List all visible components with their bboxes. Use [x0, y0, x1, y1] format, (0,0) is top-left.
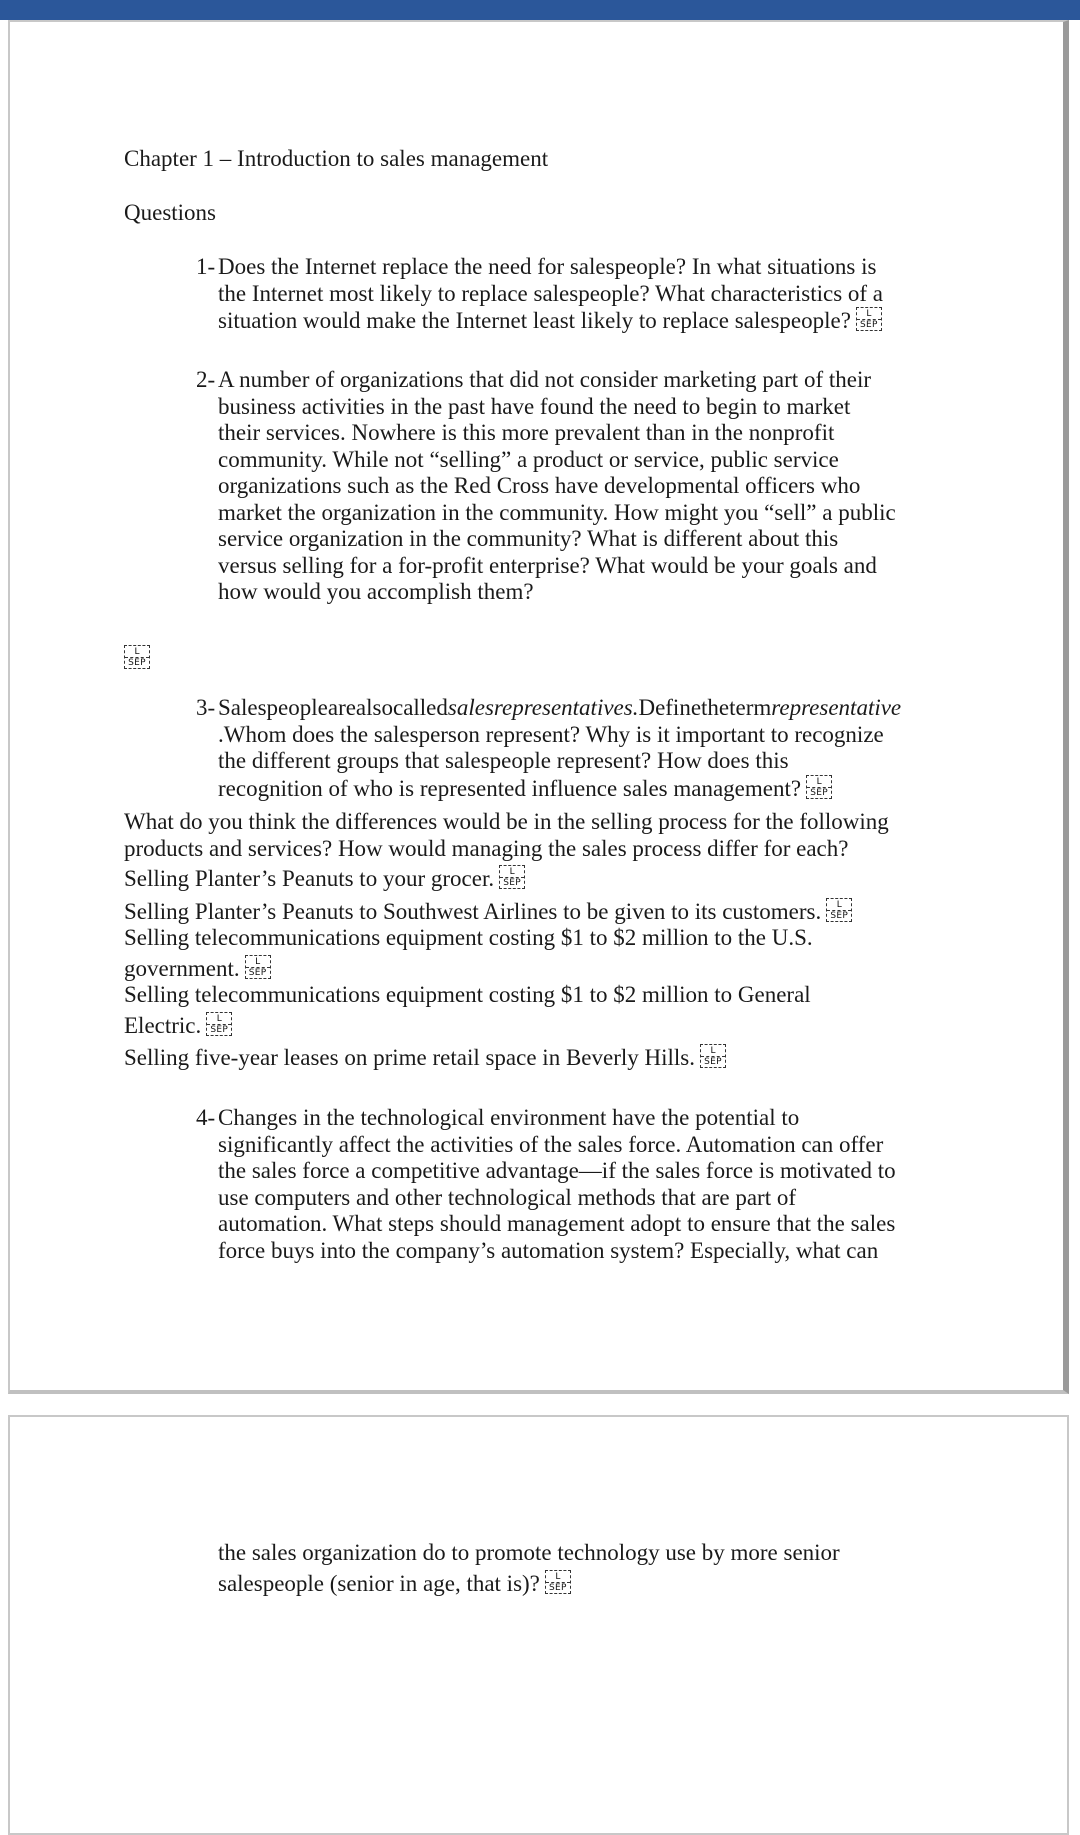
- question-1-line: the Internet most likely to replace salespeople? What characteristics of a: [218, 280, 884, 306]
- followup-text: [124, 809, 889, 1072]
- question-1-line: [218, 307, 883, 335]
- sep-marker-icon: L SEP: [245, 955, 271, 979]
- sep-marker-icon: L SEP: [806, 775, 832, 799]
- followup-line: What do you think the differences would be in the selling process for the following: [124, 809, 889, 834]
- question-2-line: organizations such as the Red Cross have developmental officers who: [218, 473, 861, 498]
- question-4-line: salespeople (senior in age, that is)? L SEP: [218, 1570, 840, 1598]
- question-4-continued: [218, 1540, 840, 1597]
- question-2-text: [218, 367, 896, 606]
- question-2-line: A number of organizations that did not consider marketing part of their: [218, 367, 871, 392]
- question-2-line: market the organization in the community. How might you “sell” a public: [218, 499, 896, 525]
- question-3-line: Salespeoplearealsocalledsalesrepresentatives.Definethetermrepresentative: [218, 695, 902, 720]
- question-1-text: [218, 254, 883, 335]
- question-4-line: the sales force a competitive advantage—if the sales force is motivated to: [218, 1158, 896, 1183]
- question-2-line: business activities in the past have found the need to begin to market: [218, 393, 851, 419]
- question-4-line: significantly affect the activities of the sales force. Automation can offer: [218, 1131, 884, 1157]
- followup-line: products and services? How would managing the sales process differ for each?: [124, 835, 849, 861]
- question-3-line: recognition of who is represented influence sales management? L SEP: [218, 775, 901, 803]
- list-item: Selling Planter’s Peanuts to Southwest Airlines to be given to its customers. L SEP: [124, 898, 889, 926]
- question-4-line: the sales organization do to promote technology use by more senior: [218, 1540, 840, 1565]
- question-4-line: force buys into the company’s automation system? Especially, what can: [218, 1237, 879, 1263]
- list-item: Selling telecommunications equipment costing $1 to $2 million to the U.S.: [124, 925, 813, 950]
- question-2-line: how would you accomplish them?: [218, 579, 534, 604]
- question-3-line: .Whom does the salesperson represent? Why is it important to recognize: [218, 721, 884, 747]
- question-3-line: the different groups that salespeople represent? How does this: [218, 748, 789, 773]
- question-2-line: versus selling for a for-profit enterprise? What would be your goals and: [218, 552, 877, 578]
- list-item: Electric. L SEP: [124, 1012, 889, 1040]
- sep-marker-icon: L SEP: [499, 865, 525, 889]
- question-4-line: automation. What steps should management adopt to ensure that the sales: [218, 1211, 896, 1236]
- question-1-number: 1-: [196, 254, 216, 279]
- question-3-number: 3-: [196, 695, 216, 720]
- list-item: Selling five-year leases on prime retail space in Beverly Hills. L SEP: [124, 1044, 889, 1072]
- sep-marker-icon: L SEP: [700, 1044, 726, 1068]
- sep-marker-icon: L SEP: [206, 1012, 232, 1036]
- sep-marker-icon: L SEP: [124, 645, 150, 669]
- question-2-line: service organization in the community? What is different about this: [218, 526, 839, 551]
- question-2-line: their services. Nowhere is this more prevalent than in the nonprofit: [218, 420, 835, 445]
- question-4-line: Changes in the technological environment have the potential to: [218, 1105, 800, 1130]
- question-3-text: [218, 695, 901, 802]
- sep-marker-icon: L SEP: [856, 307, 882, 331]
- window-top-bar: [0, 0, 1080, 20]
- list-item: Selling telecommunications equipment costing $1 to $2 million to General: [124, 982, 811, 1007]
- question-1-line-text: situation would make the Internet least likely to replace salespeople?: [218, 308, 851, 333]
- document-page-2: [8, 1415, 1069, 1835]
- question-2-number: 2-: [196, 367, 216, 392]
- question-4-line: use computers and other technological methods that are part of: [218, 1184, 796, 1210]
- sep-marker-icon: L SEP: [545, 1570, 571, 1594]
- list-item: government. L SEP: [124, 955, 889, 983]
- section-label: Questions: [124, 200, 216, 225]
- question-1-line: Does the Internet replace the need for salespeople? In what situations is: [218, 254, 877, 279]
- question-4-number: 4-: [196, 1105, 216, 1130]
- chapter-title: Chapter 1 – Introduction to sales management: [124, 146, 549, 171]
- sep-marker-icon: L SEP: [826, 898, 852, 922]
- question-4-text: [218, 1105, 896, 1264]
- list-item: Selling Planter’s Peanuts to your grocer. L SEP: [124, 865, 889, 893]
- question-2-line: community. While not “selling” a product or service, public service: [218, 446, 839, 472]
